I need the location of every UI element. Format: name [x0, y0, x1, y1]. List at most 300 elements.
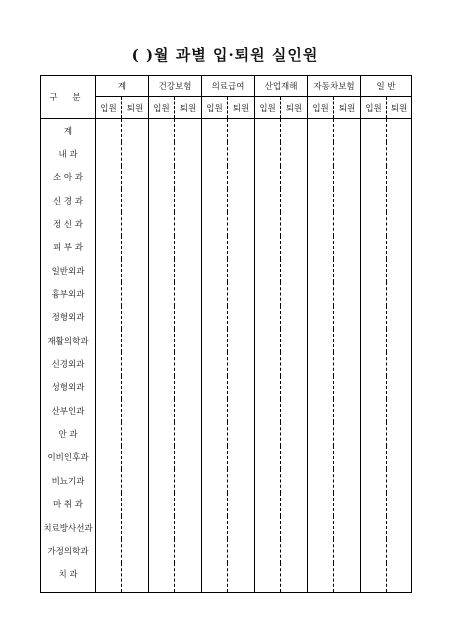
discharge-cell[interactable] — [228, 422, 255, 445]
discharge-cell[interactable] — [281, 329, 308, 352]
table-row — [41, 329, 412, 352]
discharge-cell[interactable] — [334, 446, 361, 469]
row-label: 내 과 — [41, 142, 96, 165]
admission-cell[interactable] — [202, 212, 228, 235]
discharge-cell[interactable] — [122, 212, 149, 235]
admission-cell[interactable] — [96, 236, 122, 259]
discharge-cell[interactable] — [281, 142, 308, 165]
discharge-cell[interactable] — [387, 399, 412, 422]
table-row — [41, 119, 412, 143]
table-row — [41, 563, 412, 593]
discharge-cell[interactable] — [228, 189, 255, 212]
admission-cell[interactable] — [308, 306, 334, 329]
admission-cell[interactable] — [202, 329, 228, 352]
row-label: 재활의학과 — [41, 329, 96, 352]
table-row — [41, 539, 412, 562]
admission-cell[interactable] — [361, 539, 387, 562]
header-row-subs — [41, 97, 412, 119]
admission-cell[interactable] — [361, 516, 387, 539]
table-row — [41, 259, 412, 282]
admission-cell[interactable] — [96, 142, 122, 165]
admission-cell[interactable] — [308, 399, 334, 422]
admission-cell[interactable] — [255, 236, 281, 259]
discharge-cell[interactable] — [122, 119, 149, 143]
discharge-cell[interactable] — [387, 119, 412, 143]
admission-cell[interactable] — [149, 422, 175, 445]
sub-header-out: 퇴원 — [334, 97, 361, 119]
discharge-cell[interactable] — [122, 329, 149, 352]
discharge-cell[interactable] — [122, 516, 149, 539]
admission-cell[interactable] — [255, 166, 281, 189]
discharge-cell[interactable] — [228, 282, 255, 305]
admission-cell[interactable] — [202, 516, 228, 539]
admission-cell[interactable] — [255, 399, 281, 422]
admission-cell[interactable] — [255, 516, 281, 539]
discharge-cell[interactable] — [334, 119, 361, 143]
admission-cell[interactable] — [149, 236, 175, 259]
admission-cell[interactable] — [308, 446, 334, 469]
admission-cell[interactable] — [149, 119, 175, 143]
discharge-cell[interactable] — [387, 306, 412, 329]
admission-cell[interactable] — [149, 189, 175, 212]
discharge-cell[interactable] — [122, 189, 149, 212]
row-label: 일반외과 — [41, 259, 96, 282]
discharge-cell[interactable] — [175, 189, 202, 212]
admission-cell[interactable] — [149, 563, 175, 593]
discharge-cell[interactable] — [387, 259, 412, 282]
admission-cell[interactable] — [96, 306, 122, 329]
discharge-cell[interactable] — [228, 399, 255, 422]
discharge-cell[interactable] — [281, 446, 308, 469]
admission-cell[interactable] — [255, 119, 281, 143]
discharge-cell[interactable] — [281, 236, 308, 259]
admission-cell[interactable] — [96, 282, 122, 305]
discharge-cell[interactable] — [122, 236, 149, 259]
admission-cell[interactable] — [149, 259, 175, 282]
discharge-cell[interactable] — [175, 469, 202, 492]
discharge-cell[interactable] — [228, 236, 255, 259]
discharge-cell[interactable] — [175, 563, 202, 593]
admission-cell[interactable] — [308, 469, 334, 492]
discharge-cell[interactable] — [387, 142, 412, 165]
discharge-cell[interactable] — [334, 166, 361, 189]
admission-cell[interactable] — [255, 493, 281, 516]
discharge-cell[interactable] — [281, 306, 308, 329]
header-row-groups — [41, 76, 412, 97]
discharge-cell[interactable] — [334, 352, 361, 375]
discharge-cell[interactable] — [387, 539, 412, 562]
discharge-cell[interactable] — [175, 212, 202, 235]
discharge-cell[interactable] — [334, 469, 361, 492]
table-row — [41, 212, 412, 235]
admission-cell[interactable] — [255, 469, 281, 492]
admission-cell[interactable] — [361, 189, 387, 212]
admission-cell[interactable] — [202, 539, 228, 562]
admission-cell[interactable] — [96, 493, 122, 516]
discharge-cell[interactable] — [175, 166, 202, 189]
row-label: 치 과 — [41, 563, 96, 593]
discharge-cell[interactable] — [175, 539, 202, 562]
admission-cell[interactable] — [96, 376, 122, 399]
discharge-cell[interactable] — [228, 446, 255, 469]
discharge-cell[interactable] — [387, 516, 412, 539]
admission-cell[interactable] — [361, 212, 387, 235]
discharge-cell[interactable] — [387, 352, 412, 375]
discharge-cell[interactable] — [387, 282, 412, 305]
admission-cell[interactable] — [96, 212, 122, 235]
discharge-cell[interactable] — [122, 422, 149, 445]
discharge-cell[interactable] — [387, 376, 412, 399]
admission-cell[interactable] — [96, 119, 122, 143]
admission-cell[interactable] — [308, 516, 334, 539]
admission-cell[interactable] — [202, 469, 228, 492]
row-label: 성형외과 — [41, 376, 96, 399]
admission-cell[interactable] — [202, 422, 228, 445]
admission-cell[interactable] — [149, 142, 175, 165]
discharge-cell[interactable] — [281, 212, 308, 235]
discharge-cell[interactable] — [228, 493, 255, 516]
discharge-cell[interactable] — [334, 422, 361, 445]
admission-discharge-table — [40, 75, 412, 593]
table-row — [41, 236, 412, 259]
discharge-cell[interactable] — [387, 493, 412, 516]
admission-cell[interactable] — [96, 563, 122, 593]
discharge-cell[interactable] — [334, 236, 361, 259]
group-header: 산업재해 — [255, 76, 308, 97]
admission-cell[interactable] — [149, 212, 175, 235]
sub-header-in: 입원 — [255, 97, 281, 119]
discharge-cell[interactable] — [228, 142, 255, 165]
discharge-cell[interactable] — [387, 563, 412, 593]
admission-cell[interactable] — [255, 212, 281, 235]
discharge-cell[interactable] — [122, 446, 149, 469]
admission-cell[interactable] — [202, 259, 228, 282]
admission-cell[interactable] — [149, 306, 175, 329]
discharge-cell[interactable] — [334, 376, 361, 399]
admission-cell[interactable] — [202, 166, 228, 189]
admission-cell[interactable] — [255, 259, 281, 282]
admission-cell[interactable] — [255, 376, 281, 399]
discharge-cell[interactable] — [122, 563, 149, 593]
row-label: 이비인후과 — [41, 446, 96, 469]
discharge-cell[interactable] — [175, 119, 202, 143]
discharge-cell[interactable] — [175, 399, 202, 422]
admission-cell[interactable] — [202, 446, 228, 469]
table-row — [41, 399, 412, 422]
sub-header-out: 퇴원 — [228, 97, 255, 119]
admission-cell[interactable] — [255, 329, 281, 352]
discharge-cell[interactable] — [334, 539, 361, 562]
admission-cell[interactable] — [361, 166, 387, 189]
discharge-cell[interactable] — [122, 493, 149, 516]
admission-cell[interactable] — [149, 469, 175, 492]
admission-cell[interactable] — [96, 189, 122, 212]
table-row — [41, 516, 412, 539]
discharge-cell[interactable] — [281, 166, 308, 189]
row-label: 정형외과 — [41, 306, 96, 329]
admission-cell[interactable] — [149, 446, 175, 469]
discharge-cell[interactable] — [175, 329, 202, 352]
admission-cell[interactable] — [96, 446, 122, 469]
admission-cell[interactable] — [361, 376, 387, 399]
admission-cell[interactable] — [202, 236, 228, 259]
admission-cell[interactable] — [361, 563, 387, 593]
table-row — [41, 352, 412, 375]
table-row — [41, 469, 412, 492]
admission-cell[interactable] — [361, 236, 387, 259]
admission-cell[interactable] — [96, 352, 122, 375]
admission-cell[interactable] — [361, 422, 387, 445]
discharge-cell[interactable] — [334, 399, 361, 422]
discharge-cell[interactable] — [228, 306, 255, 329]
row-label: 치료방사선과 — [41, 516, 96, 539]
discharge-cell[interactable] — [175, 446, 202, 469]
sub-header-in: 입원 — [308, 97, 334, 119]
discharge-cell[interactable] — [175, 142, 202, 165]
table-row — [41, 306, 412, 329]
discharge-cell[interactable] — [122, 539, 149, 562]
discharge-cell[interactable] — [387, 166, 412, 189]
admission-cell[interactable] — [149, 493, 175, 516]
sub-header-in: 입원 — [202, 97, 228, 119]
discharge-cell[interactable] — [228, 329, 255, 352]
admission-cell[interactable] — [361, 259, 387, 282]
admission-cell[interactable] — [308, 493, 334, 516]
admission-cell[interactable] — [96, 516, 122, 539]
admission-cell[interactable] — [255, 189, 281, 212]
discharge-cell[interactable] — [175, 236, 202, 259]
discharge-cell[interactable] — [228, 212, 255, 235]
discharge-cell[interactable] — [228, 352, 255, 375]
discharge-cell[interactable] — [175, 422, 202, 445]
discharge-cell[interactable] — [228, 166, 255, 189]
group-header: 의료급여 — [202, 76, 255, 97]
discharge-cell[interactable] — [228, 516, 255, 539]
admission-cell[interactable] — [96, 259, 122, 282]
admission-cell[interactable] — [308, 236, 334, 259]
table-row — [41, 282, 412, 305]
discharge-cell[interactable] — [281, 563, 308, 593]
discharge-cell[interactable] — [228, 469, 255, 492]
admission-cell[interactable] — [149, 352, 175, 375]
discharge-cell[interactable] — [228, 563, 255, 593]
discharge-cell[interactable] — [281, 259, 308, 282]
discharge-cell[interactable] — [334, 212, 361, 235]
admission-cell[interactable] — [308, 166, 334, 189]
discharge-cell[interactable] — [175, 516, 202, 539]
discharge-cell[interactable] — [228, 376, 255, 399]
admission-cell[interactable] — [308, 259, 334, 282]
discharge-cell[interactable] — [281, 376, 308, 399]
discharge-cell[interactable] — [281, 493, 308, 516]
discharge-cell[interactable] — [175, 282, 202, 305]
table-row — [41, 166, 412, 189]
admission-cell[interactable] — [96, 329, 122, 352]
admission-cell[interactable] — [361, 469, 387, 492]
discharge-cell[interactable] — [281, 539, 308, 562]
discharge-cell[interactable] — [334, 563, 361, 593]
admission-cell[interactable] — [308, 539, 334, 562]
admission-cell[interactable] — [361, 493, 387, 516]
admission-cell[interactable] — [308, 282, 334, 305]
discharge-cell[interactable] — [387, 189, 412, 212]
admission-cell[interactable] — [202, 119, 228, 143]
corner-header: 구 분 — [41, 76, 96, 119]
row-label: 흉부외과 — [41, 282, 96, 305]
discharge-cell[interactable] — [334, 516, 361, 539]
sub-header-out: 퇴원 — [281, 97, 308, 119]
admission-cell[interactable] — [149, 282, 175, 305]
discharge-cell[interactable] — [175, 306, 202, 329]
row-label: 계 — [41, 119, 96, 143]
admission-cell[interactable] — [308, 563, 334, 593]
discharge-cell[interactable] — [334, 282, 361, 305]
table-row — [41, 446, 412, 469]
admission-cell[interactable] — [361, 142, 387, 165]
admission-cell[interactable] — [255, 306, 281, 329]
row-label: 산부인과 — [41, 399, 96, 422]
discharge-cell[interactable] — [334, 189, 361, 212]
table-row — [41, 376, 412, 399]
admission-cell[interactable] — [96, 166, 122, 189]
admission-cell[interactable] — [255, 352, 281, 375]
discharge-cell[interactable] — [387, 422, 412, 445]
discharge-cell[interactable] — [387, 469, 412, 492]
admission-cell[interactable] — [96, 399, 122, 422]
admission-cell[interactable] — [308, 352, 334, 375]
admission-cell[interactable] — [149, 399, 175, 422]
table-row — [41, 422, 412, 445]
admission-cell[interactable] — [202, 306, 228, 329]
row-label: 신경외과 — [41, 352, 96, 375]
page-title: ( )월 과별 입·퇴원 실인원 — [131, 46, 319, 64]
row-label: 안 과 — [41, 422, 96, 445]
sub-header-out: 퇴원 — [122, 97, 149, 119]
discharge-cell[interactable] — [175, 259, 202, 282]
discharge-cell[interactable] — [122, 469, 149, 492]
discharge-cell[interactable] — [122, 399, 149, 422]
discharge-cell[interactable] — [122, 282, 149, 305]
admission-cell[interactable] — [96, 469, 122, 492]
row-label: 신 경 과 — [41, 189, 96, 212]
table-body — [41, 119, 412, 593]
admission-cell[interactable] — [255, 422, 281, 445]
row-label: 마 취 과 — [41, 493, 96, 516]
discharge-cell[interactable] — [334, 306, 361, 329]
sub-header-in: 입원 — [361, 97, 387, 119]
admission-cell[interactable] — [96, 539, 122, 562]
table-row — [41, 142, 412, 165]
discharge-cell[interactable] — [122, 142, 149, 165]
sub-header-in: 입원 — [96, 97, 122, 119]
discharge-cell[interactable] — [122, 259, 149, 282]
sub-header-out: 퇴원 — [387, 97, 412, 119]
admission-cell[interactable] — [149, 516, 175, 539]
discharge-cell[interactable] — [228, 539, 255, 562]
discharge-cell[interactable] — [281, 352, 308, 375]
discharge-cell[interactable] — [334, 329, 361, 352]
admission-cell[interactable] — [361, 119, 387, 143]
admission-cell[interactable] — [361, 352, 387, 375]
discharge-cell[interactable] — [281, 469, 308, 492]
admission-cell[interactable] — [202, 352, 228, 375]
discharge-cell[interactable] — [334, 142, 361, 165]
group-header: 건강보험 — [149, 76, 202, 97]
row-label: 비뇨기과 — [41, 469, 96, 492]
admission-cell[interactable] — [255, 282, 281, 305]
admission-cell[interactable] — [308, 142, 334, 165]
discharge-cell[interactable] — [228, 119, 255, 143]
discharge-cell[interactable] — [387, 446, 412, 469]
admission-cell[interactable] — [202, 282, 228, 305]
discharge-cell[interactable] — [228, 259, 255, 282]
admission-cell[interactable] — [202, 493, 228, 516]
admission-cell[interactable] — [96, 422, 122, 445]
admission-cell[interactable] — [202, 399, 228, 422]
admission-cell[interactable] — [361, 282, 387, 305]
admission-cell[interactable] — [361, 306, 387, 329]
row-label: 가정의학과 — [41, 539, 96, 562]
admission-cell[interactable] — [308, 119, 334, 143]
admission-cell[interactable] — [361, 329, 387, 352]
sub-header-in: 입원 — [149, 97, 175, 119]
group-header: 일 반 — [376, 82, 396, 92]
discharge-cell[interactable] — [281, 119, 308, 143]
discharge-cell[interactable] — [281, 282, 308, 305]
admission-cell[interactable] — [308, 376, 334, 399]
admission-cell[interactable] — [202, 563, 228, 593]
admission-cell[interactable] — [308, 189, 334, 212]
discharge-cell[interactable] — [387, 236, 412, 259]
discharge-cell[interactable] — [387, 329, 412, 352]
discharge-cell[interactable] — [387, 212, 412, 235]
admission-cell[interactable] — [255, 142, 281, 165]
table-row — [41, 493, 412, 516]
discharge-cell[interactable] — [334, 493, 361, 516]
admission-cell[interactable] — [361, 446, 387, 469]
row-label: 피 부 과 — [41, 236, 96, 259]
admission-cell[interactable] — [255, 539, 281, 562]
group-header: 자동차보험 — [308, 76, 361, 97]
discharge-cell[interactable] — [122, 306, 149, 329]
admission-cell[interactable] — [308, 212, 334, 235]
admission-cell[interactable] — [308, 329, 334, 352]
discharge-cell[interactable] — [175, 376, 202, 399]
admission-cell[interactable] — [202, 142, 228, 165]
admission-cell[interactable] — [202, 189, 228, 212]
admission-cell[interactable] — [149, 166, 175, 189]
discharge-cell[interactable] — [281, 516, 308, 539]
discharge-cell[interactable] — [281, 422, 308, 445]
discharge-cell[interactable] — [122, 376, 149, 399]
admission-cell[interactable] — [149, 539, 175, 562]
admission-cell[interactable] — [308, 422, 334, 445]
discharge-cell[interactable] — [334, 259, 361, 282]
discharge-cell[interactable] — [175, 352, 202, 375]
discharge-cell[interactable] — [281, 399, 308, 422]
admission-cell[interactable] — [202, 376, 228, 399]
admission-cell[interactable] — [255, 563, 281, 593]
discharge-cell[interactable] — [122, 166, 149, 189]
row-label: 소 아 과 — [41, 166, 96, 189]
admission-cell[interactable] — [149, 376, 175, 399]
discharge-cell[interactable] — [281, 189, 308, 212]
admission-cell[interactable] — [255, 446, 281, 469]
admission-cell[interactable] — [361, 399, 387, 422]
discharge-cell[interactable] — [175, 493, 202, 516]
discharge-cell[interactable] — [122, 352, 149, 375]
admission-cell[interactable] — [149, 329, 175, 352]
